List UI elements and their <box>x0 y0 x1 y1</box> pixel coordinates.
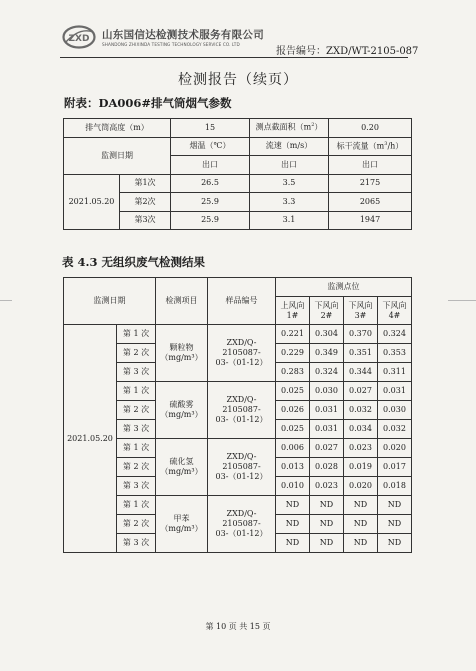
value-cell: 0.023 <box>344 439 378 458</box>
value-cell: 3.5 <box>250 174 329 193</box>
value-cell: 0.324 <box>378 325 412 344</box>
value-cell: 0.370 <box>344 325 378 344</box>
param-header-flow: 标干流量$(m^3/h)$ <box>329 137 412 156</box>
value-cell: ND <box>344 515 378 534</box>
section-area-value: 0.20 <box>329 119 412 138</box>
value-cell: 0.031 <box>310 401 344 420</box>
scan-edge-mark <box>0 300 12 301</box>
date-header: 监测日期 <box>64 278 156 325</box>
table-row <box>64 382 412 401</box>
value-cell: 0.027 <box>310 439 344 458</box>
sample-round: 第3次 <box>120 211 171 230</box>
value-cell: 0.351 <box>344 344 378 363</box>
value-cell: 0.034 <box>344 420 378 439</box>
sample-round: 第 2 次 <box>117 401 156 420</box>
point-header-2: 下风向 2# <box>310 297 344 325</box>
appendix-title: 附表：DA006#排气筒烟气参数 <box>64 96 232 110</box>
table-row <box>64 119 412 138</box>
location-header: 出口 <box>171 156 250 175</box>
sample-id-cell: ZXD/Q-2105087- 03-（01-12） <box>208 439 276 496</box>
value-cell: 0.229 <box>276 344 310 363</box>
value-cell: ND <box>310 496 344 515</box>
value-cell: 26.5 <box>171 174 250 193</box>
param-header-velocity: 流速（m/s） <box>250 137 329 156</box>
value-cell: 0.026 <box>276 401 310 420</box>
value-cell: 0.027 <box>344 382 378 401</box>
fugitive-emission-table <box>63 277 412 553</box>
company-name-cn: 山东国信达检测技术服务有限公司 <box>102 29 264 41</box>
param-header-temp: 烟温（℃） <box>171 137 250 156</box>
value-cell: ND <box>310 515 344 534</box>
scan-edge-mark <box>448 300 476 301</box>
value-cell: 3.1 <box>250 211 329 230</box>
value-cell: 0.324 <box>310 363 344 382</box>
value-cell: ND <box>378 515 412 534</box>
logo-text: ZXD <box>68 34 90 44</box>
page-title: 检测报告（续页） <box>178 72 298 88</box>
company-name-en: SHANDONG ZHIXINDA TESTING TECHNOLOGY SERVICE CO. LTD <box>102 42 240 47</box>
value-cell: ND <box>276 515 310 534</box>
value-cell: ND <box>344 496 378 515</box>
value-cell: 2175 <box>329 174 412 193</box>
item-cell: 硫化氢 （mg/m³） <box>156 439 208 496</box>
sample-round: 第 3 次 <box>117 420 156 439</box>
value-cell: 0.020 <box>344 477 378 496</box>
sample-round: 第2次 <box>120 193 171 212</box>
point-header-3: 下风向 3# <box>344 297 378 325</box>
header-divider <box>60 57 408 58</box>
value-cell: 0.031 <box>378 382 412 401</box>
value-cell: 0.018 <box>378 477 412 496</box>
sample-round: 第 3 次 <box>117 477 156 496</box>
item-header: 检测项目 <box>156 278 208 325</box>
value-cell: 0.221 <box>276 325 310 344</box>
table-row <box>64 439 412 458</box>
value-cell: 0.032 <box>378 420 412 439</box>
point-header-4: 下风向 4# <box>378 297 412 325</box>
sample-round: 第 3 次 <box>117 534 156 553</box>
sample-round: 第 2 次 <box>117 515 156 534</box>
monitoring-points-header: 监测点位 <box>276 278 412 297</box>
sample-round: 第 1 次 <box>117 496 156 515</box>
item-cell: 硫酸雾 （mg/m³） <box>156 382 208 439</box>
sample-round: 第 3 次 <box>117 363 156 382</box>
stack-height-value: 15 <box>171 119 250 138</box>
sample-round: 第 2 次 <box>117 344 156 363</box>
value-cell: ND <box>310 534 344 553</box>
value-cell: 0.020 <box>378 439 412 458</box>
company-logo-icon <box>62 22 96 52</box>
value-cell: ND <box>276 534 310 553</box>
value-cell: 0.283 <box>276 363 310 382</box>
location-header: 出口 <box>329 156 412 175</box>
value-cell: ND <box>378 496 412 515</box>
value-cell: 25.9 <box>171 211 250 230</box>
item-cell: 甲苯 （mg/m³） <box>156 496 208 553</box>
value-cell: ND <box>276 496 310 515</box>
report-number: 报告编号：ZXD/WT-2105-087 <box>276 46 419 57</box>
table-row <box>64 137 412 156</box>
value-cell: 0.006 <box>276 439 310 458</box>
value-cell: 0.032 <box>344 401 378 420</box>
value-cell: 0.010 <box>276 477 310 496</box>
sample-id-cell: ZXD/Q-2105087- 03-（01-12） <box>208 325 276 382</box>
location-header: 出口 <box>250 156 329 175</box>
sample-round: 第 2 次 <box>117 458 156 477</box>
date-cell: 2021.05.20 <box>64 174 120 230</box>
sample-id-header: 样品编号 <box>208 278 276 325</box>
value-cell: 0.304 <box>310 325 344 344</box>
value-cell: ND <box>378 534 412 553</box>
date-cell: 2021.05.20 <box>64 325 117 553</box>
value-cell: 0.311 <box>378 363 412 382</box>
value-cell: 0.353 <box>378 344 412 363</box>
value-cell: 0.031 <box>310 420 344 439</box>
value-cell: 0.030 <box>310 382 344 401</box>
table-row <box>64 174 412 193</box>
value-cell: 0.019 <box>344 458 378 477</box>
sample-id-cell: ZXD/Q-2105087- 03-（01-12） <box>208 496 276 553</box>
value-cell: 0.030 <box>378 401 412 420</box>
table-row <box>64 325 412 344</box>
sample-id-cell: ZXD/Q-2105087- 03-（01-12） <box>208 382 276 439</box>
value-cell: 0.023 <box>310 477 344 496</box>
sample-round: 第1次 <box>120 174 171 193</box>
table-4-3-title: 表 4.3 无组织废气检测结果 <box>62 255 206 269</box>
value-cell: 3.3 <box>250 193 329 212</box>
point-header-1: 上风向 1# <box>276 297 310 325</box>
value-cell: 0.349 <box>310 344 344 363</box>
value-cell: 25.9 <box>171 193 250 212</box>
sample-round: 第 1 次 <box>117 382 156 401</box>
sample-round: 第 1 次 <box>117 439 156 458</box>
sample-round: 第 1 次 <box>117 325 156 344</box>
value-cell: ND <box>344 534 378 553</box>
value-cell: 0.028 <box>310 458 344 477</box>
item-cell: 颗粒物 （mg/m³） <box>156 325 208 382</box>
date-header: 监测日期 <box>64 137 171 174</box>
value-cell: 0.017 <box>378 458 412 477</box>
page-number: 第 10 页 共 15 页 <box>205 622 271 631</box>
value-cell: 2065 <box>329 193 412 212</box>
section-area-label: 测点截面积$(m^2)$ <box>250 119 329 138</box>
value-cell: 0.344 <box>344 363 378 382</box>
stack-parameters-table <box>63 118 412 230</box>
value-cell: 1947 <box>329 211 412 230</box>
value-cell: 0.025 <box>276 420 310 439</box>
stack-height-label: 排气筒高度（m） <box>64 119 171 138</box>
table-row <box>64 278 412 297</box>
table-row <box>64 496 412 515</box>
value-cell: 0.025 <box>276 382 310 401</box>
value-cell: 0.013 <box>276 458 310 477</box>
